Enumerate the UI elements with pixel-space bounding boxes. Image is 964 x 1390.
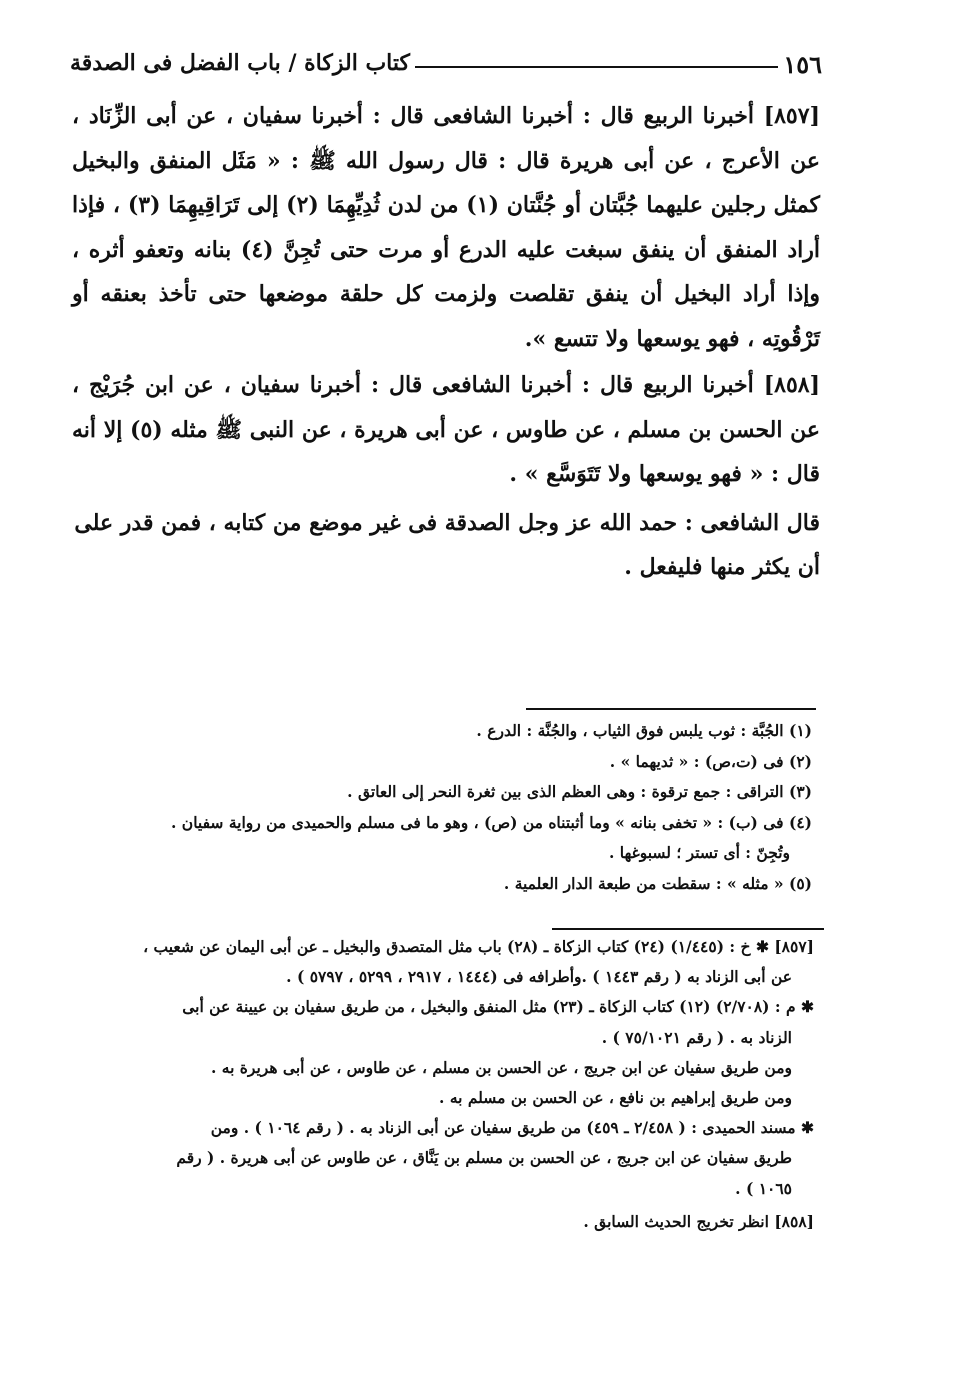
takhrij-line: ومن طريق إبراهيم بن نافع ، عن الحسن بن مسلم به .	[439, 1088, 792, 1108]
takhrij-line: طريق سفيان عن ابن جريج ، عن الحسن بن مسلم بن يَنَّاق ، عن طاوس عن أبى هريرة . ( رقم	[176, 1148, 792, 1168]
header-rule	[415, 66, 778, 68]
hadith-number: [٨٥٧]	[763, 103, 820, 129]
takhrij-line: عن أبى الزناد به ( رقم ١٤٤٣ ) .وأطرافه فى (١٤٤٤ ، ٢٩١٧ ، ٥٢٩٩ ، ٥٧٩٧ ) .	[286, 967, 792, 987]
footnote: (١) الجُبَّة : ثوب يلبس فوق الثياب ، والجُنَّة : الدرع .	[476, 721, 812, 740]
takhrij-line: [٨٥٧] ✱ خ : (١/٤٤٥) (٢٤) كتاب الزكاة ـ (٢٨) باب مثل المتصدق والبخيل ـ عن أبى اليمان عن شعيب ،	[143, 937, 814, 956]
footnote: (٣) التراقى : جمع ترقوة : وهى العظم الذى بين ثغرة النحر إلى العاتق .	[347, 782, 812, 801]
speaker-label: قال الشافعى :	[684, 509, 820, 536]
main-text	[72, 94, 820, 612]
takhrij-notes	[62, 932, 814, 1237]
footnotes	[140, 716, 812, 899]
hadith-858	[72, 363, 820, 497]
takhrij-line: ١٠٦٥ ) .	[735, 1178, 792, 1198]
hadith-number: [٨٥٨]	[763, 372, 820, 398]
statement-text: حمد الله عز وجل الصدقة فى غير موضع من كتابه ، فمن قدر على أن يكثر منها فليفعل .	[74, 509, 820, 580]
hadith-text: أخبرنا الربيع قال : أخبرنا الشافعى قال : أخبرنا سفيان ، عن ابن جُرَيْج ، عن الحسن بن مسلم ، عن طاوس ، عن أبى هريرة ، عن النبى ﷺ مثله (٥) إلا أنه قال : « فهو يوسعها ولا تَتَوَسَّع » .	[72, 372, 820, 487]
takhrij-rule	[552, 928, 824, 930]
footnote: (٢) فى (ت،ص) : « ثديهما » .	[609, 751, 812, 771]
takhrij-line: ✱ م : (٢/٧٠٨) (١٢) كتاب الزكاة ـ (٢٣) مثل المنفق والبخيل ، من طريق سفيان بن عيينة عن أبى	[182, 997, 814, 1017]
hadith-text: أخبرنا الربيع قال : أخبرنا الشافعى قال : أخبرنا سفيان ، عن أبى الزِّنَاد ، عن الأعرج ، عن أبى هريرة قال : قال رسول الله ﷺ : « مَثَل المنفق والبخيل كمثل رجلين عليهما جُبَّتان أو جُنَّتان (١) من لدن ثُدِيِّهِمَا (٢) إلى تَرَاقِيهِمَا (٣) ، فإذا أراد المنفق أن ينفق سبغت عليه الدرع أو مرت حتى تُجِنَّ (٤) بنانه وتعفو أثره ، وإذا أراد البخيل أن ينفق تقلصت ولزمت كل حلقة موضعها حتى تأخذ بعنقه أو تَرْقُوتِه ، فهو يوسعها ولا تتسع ».	[72, 103, 821, 352]
takhrij-line: [٨٥٨] انظر تخريج الحديث السابق .	[583, 1211, 814, 1231]
takhrij-line: ✱ مسند الحميدى : ( ٢/٤٥٨ ـ ٤٥٩) من طريق سفيان عن أبى الزناد به . ( رقم ١٠٦٤ ) . ومن	[210, 1118, 814, 1138]
footnote-continuation: وتُجِنّ : أى تستر ؛ لسبوغها .	[608, 843, 790, 862]
hadith-857	[72, 94, 820, 361]
takhrij-line: ومن طريق سفيان عن ابن جريج ، عن الحسن بن مسلم ، عن طاوس ، عن أبى هريرة به .	[210, 1057, 792, 1077]
page-number: ١٥٦	[783, 50, 822, 79]
footnote: (٤) فى (ب) : « تخفى بنانه » وما أثبتناه من (ص) ، وهو ما فى مسلم والحميدى من رواية سفيان .	[171, 812, 812, 832]
running-title: كتاب الزكاة / باب الفضل فى الصدقة	[70, 50, 411, 76]
takhrij-line: الزناد به . ( رقم ٧٥/١٠٢١ ) .	[601, 1027, 792, 1047]
shafii-statement	[72, 501, 820, 590]
footnotes-rule	[526, 708, 816, 710]
footnote: (٥) « مثله » : سقطت من طبعة الدار العلمية .	[503, 873, 812, 893]
running-header	[70, 46, 830, 86]
